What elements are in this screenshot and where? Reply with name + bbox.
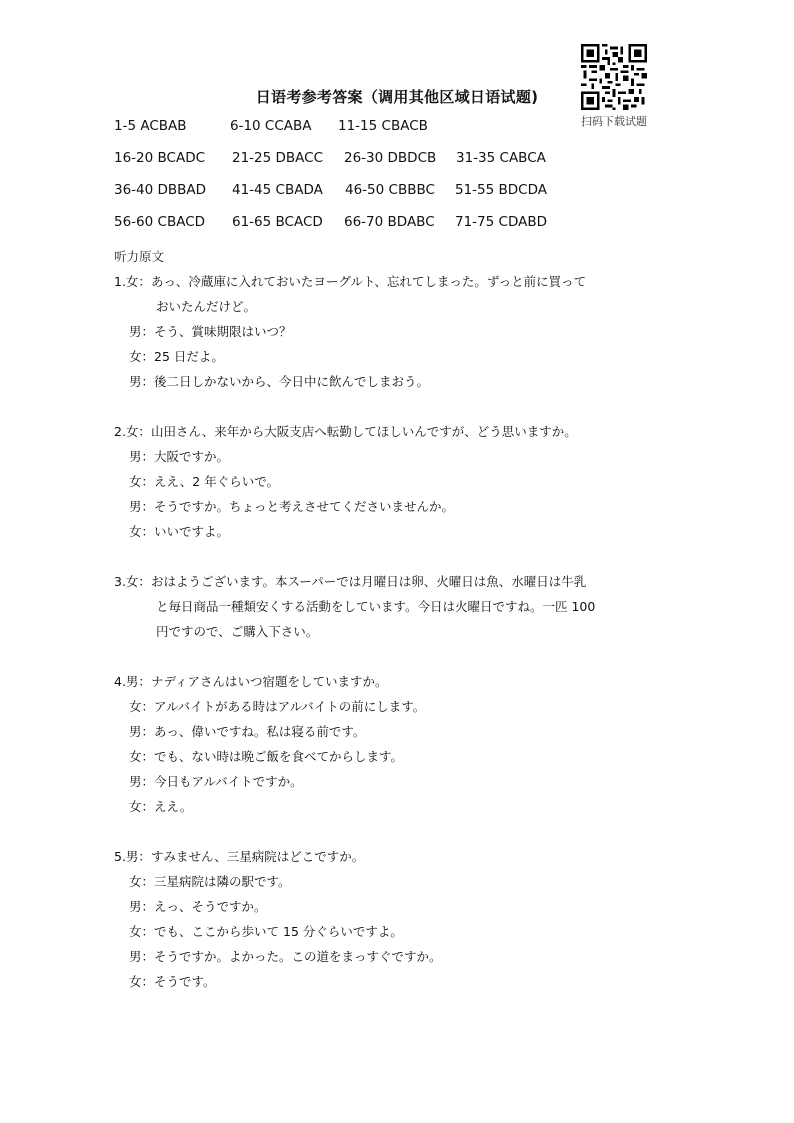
speaker: 女： <box>129 799 155 814</box>
answer-group: 61-65 BCACD <box>232 214 323 230</box>
utterance: でも、ない時は晩ご飯を食べてからします。 <box>154 749 404 764</box>
utterance: そうです。 <box>154 974 216 989</box>
answer-group: 46-50 CBBBC <box>345 182 435 198</box>
dialogue-line <box>114 844 674 869</box>
dialogue-line <box>114 444 674 469</box>
answer-group: 6-10 CCABA <box>230 118 312 134</box>
utterance: 円ですので、ご購入下さい。 <box>156 624 319 639</box>
utterance: と毎日商品一種類安くする活動をしています。今日は火曜日ですね。一匹 100 <box>156 599 596 614</box>
answer-group: 66-70 BDABC <box>344 214 435 230</box>
utterance: でも、ここから歩いて 15 分ぐらいですよ。 <box>154 924 403 939</box>
section-label: 听力原文 <box>114 249 165 264</box>
dialogue-line <box>114 869 674 894</box>
speaker: 1.女： <box>114 274 151 289</box>
dialogue-line <box>114 494 674 519</box>
answer-group: 51-55 BDCDA <box>455 182 547 198</box>
dialogue-line <box>114 419 674 444</box>
page-title: 日语考参考答案（调用其他区域日语试题) <box>255 88 539 106</box>
speaker: 男： <box>129 949 155 964</box>
dialogue-line <box>114 719 674 744</box>
speaker: 女： <box>129 924 155 939</box>
utterance: 三星病院は隣の駅です。 <box>154 874 291 889</box>
speaker: 女： <box>129 874 155 889</box>
dialogue-line <box>114 944 674 969</box>
dialogue-line <box>114 469 674 494</box>
utterance: 山田さん、来年から大阪支店へ転勤してほしいんですが、どう思いますか。 <box>150 424 577 439</box>
answer-group: 1-5 ACBAB <box>114 118 187 134</box>
dialogue-line <box>114 294 674 319</box>
dialogue-line <box>114 894 674 919</box>
speaker: 5.男： <box>114 849 151 864</box>
utterance: 後二日しかないから、今日中に飲んでしまおう。 <box>154 374 430 389</box>
speaker: 女： <box>129 524 155 539</box>
answer-group: 11-15 CBACB <box>338 118 428 134</box>
dialogue-line <box>114 594 674 619</box>
utterance: あっ、偉いですね。私は寝る前です。 <box>154 724 366 739</box>
dialogue-line <box>114 744 674 769</box>
speaker: 3.女： <box>114 574 151 589</box>
dialogue-2 <box>114 419 674 544</box>
dialogue-line <box>114 669 674 694</box>
dialogue-line <box>114 519 674 544</box>
utterance: えっ、そうですか。 <box>154 899 267 914</box>
answer-group: 36-40 DBBAD <box>114 182 207 198</box>
speaker: 男： <box>129 324 155 339</box>
dialogue-3 <box>114 569 674 644</box>
dialogue-line <box>114 794 674 819</box>
utterance: あっ、冷蔵庫に入れておいたヨーグルト、忘れてしまった。ずっと前に買って <box>150 274 587 289</box>
answer-group: 41-45 CBADA <box>232 182 323 198</box>
speaker: 4.男： <box>114 674 151 689</box>
dialogue-line <box>114 569 674 594</box>
dialogue-line <box>114 694 674 719</box>
speaker: 女： <box>129 749 155 764</box>
utterance: ええ。 <box>154 799 193 814</box>
dialogue-5 <box>114 844 674 994</box>
utterance: そう、賞味期限はいつ？ <box>154 324 292 339</box>
listening-transcript <box>114 269 674 1019</box>
dialogue-1 <box>114 269 674 394</box>
dialogue-line <box>114 344 674 369</box>
qr-caption: 扫码下载试题 <box>581 115 647 128</box>
speaker: 2.女： <box>114 424 151 439</box>
speaker: 女： <box>129 349 155 364</box>
utterance: おはようございます。本スーパーでは月曜日は卵、火曜日は魚、水曜日は牛乳 <box>150 574 587 589</box>
utterance: そうですか。ちょっと考えさせてくださいませんか。 <box>154 499 455 514</box>
utterance: 大阪ですか。 <box>154 449 230 464</box>
answer-group: 31-35 CABCA <box>456 150 546 166</box>
answer-group: 21-25 DBACC <box>232 150 324 166</box>
dialogue-line <box>114 319 674 344</box>
dialogue-line <box>114 919 674 944</box>
utterance: いいですよ。 <box>154 524 230 539</box>
utterance: おいたんだけど。 <box>156 299 257 314</box>
speaker: 男： <box>129 499 155 514</box>
answer-group: 56-60 CBACD <box>114 214 206 230</box>
utterance: 今日もアルバイトですか。 <box>154 774 303 789</box>
utterance: ナディアさんはいつ宿題をしていますか。 <box>150 674 388 689</box>
speaker: 男： <box>129 899 155 914</box>
speaker: 女： <box>129 699 155 714</box>
utterance: アルバイトがある時はアルバイトの前にします。 <box>154 699 426 714</box>
speaker: 男： <box>129 774 155 789</box>
dialogue-line <box>114 369 674 394</box>
dialogue-line <box>114 269 674 294</box>
utterance: そうですか。よかった。この道をまっすぐですか。 <box>154 949 442 964</box>
speaker: 男： <box>129 374 155 389</box>
speaker: 男： <box>129 724 155 739</box>
utterance: ええ、2 年ぐらいで。 <box>154 474 279 489</box>
dialogue-4 <box>114 669 674 819</box>
utterance: すみません、三星病院はどこですか。 <box>150 849 365 864</box>
utterance: 25 日だよ。 <box>154 349 224 364</box>
speaker: 女： <box>129 974 155 989</box>
dialogue-line <box>114 769 674 794</box>
answer-group: 26-30 DBDCB <box>344 150 437 166</box>
answer-group: 16-20 BCADC <box>114 150 206 166</box>
speaker: 男： <box>129 449 155 464</box>
dialogue-line <box>114 969 674 994</box>
speaker: 女： <box>129 474 155 489</box>
dialogue-line <box>114 619 674 644</box>
answer-group: 71-75 CDABD <box>455 214 547 230</box>
